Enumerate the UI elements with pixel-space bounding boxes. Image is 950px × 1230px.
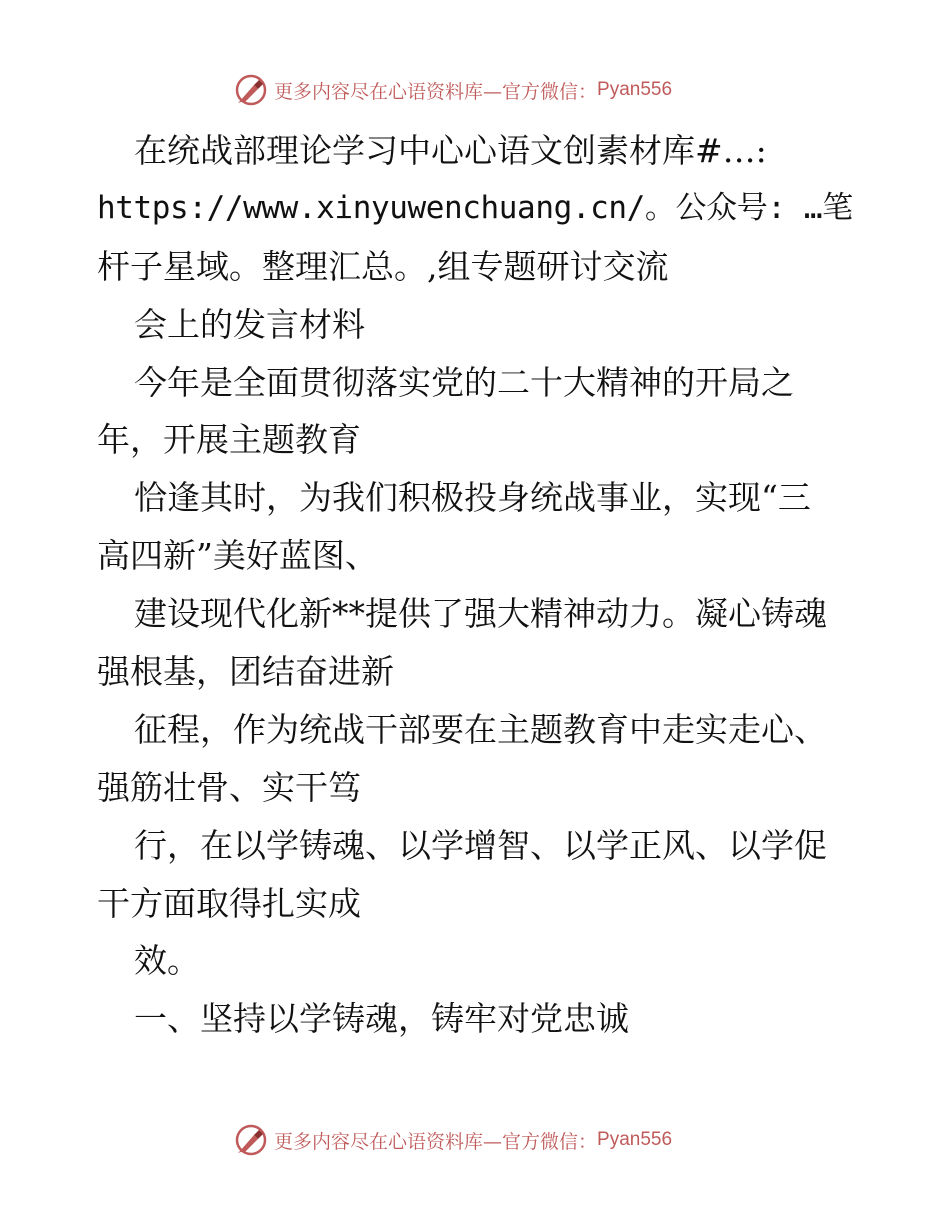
text-line: 强筋壮骨、实干笃 bbox=[97, 767, 361, 807]
text-line: 会上的发言材料 bbox=[134, 304, 365, 344]
text-line: 行，在以学铸魂、以学增智、以学正风、以学促 bbox=[134, 825, 827, 865]
text-line: 恰逢其时，为我们积极投身统战事业，实现“三 bbox=[134, 478, 811, 518]
watermark-contact: Pyan556 bbox=[597, 79, 673, 100]
watermark-text: 更多内容尽在心语资料库—官方微信： bbox=[274, 80, 598, 103]
watermark-text: 更多内容尽在心语资料库—官方微信： bbox=[274, 1130, 598, 1153]
pen-circle-logo-icon bbox=[234, 73, 268, 107]
text-line: 干方面取得扎实成 bbox=[97, 883, 361, 923]
text-line: https://www.xinyuwenchuang.cn/。公众号: …笔 bbox=[97, 189, 853, 226]
pen-circle-logo-icon bbox=[234, 1123, 268, 1157]
text-line: 效。 bbox=[134, 941, 200, 981]
text-line: 年，开展主题教育 bbox=[97, 420, 361, 460]
text-line: 建设现代化新**提供了强大精神动力。凝心铸魂 bbox=[134, 594, 827, 634]
text-line: 今年是全面贯彻落实党的二十大精神的开局之 bbox=[134, 362, 794, 402]
text-line: 强根基，团结奋进新 bbox=[97, 652, 394, 692]
document-body bbox=[97, 122, 857, 1048]
section-heading: 一、坚持以学铸魂，铸牢对党忠诚 bbox=[134, 999, 629, 1039]
footer-watermark bbox=[234, 1120, 672, 1160]
watermark-contact: Pyan556 bbox=[597, 1129, 673, 1150]
header-watermark bbox=[234, 70, 672, 110]
text-line: 在统战部理论学习中心心语文创素材库#…: bbox=[134, 131, 767, 170]
text-line: 征程，作为统战干部要在主题教育中走实走心、 bbox=[134, 709, 827, 749]
text-line: 杆子星域。整理汇总。,组专题研讨交流 bbox=[97, 246, 669, 286]
text-line: 高四新”美好蓝图、 bbox=[97, 536, 378, 576]
